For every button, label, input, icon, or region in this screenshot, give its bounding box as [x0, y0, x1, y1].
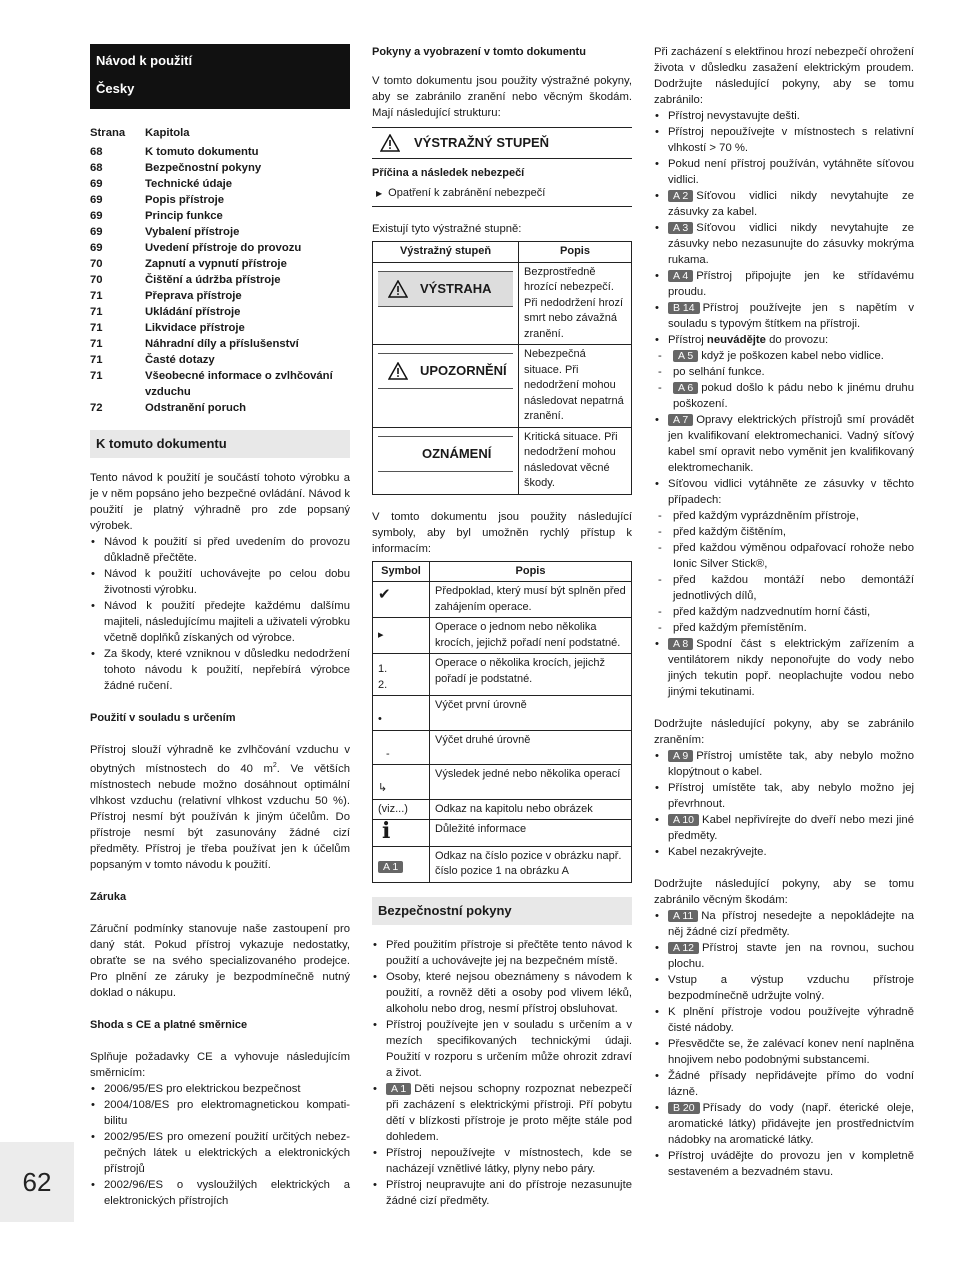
safety-text: Osoby, které nejsou obeznámeny s návodem k použití, a rovněž děti a osoby pod vlivem léků, alkoholu nebo drog, nesmí přístroj obsluhovat.: [386, 970, 632, 1015]
safety-text: Děti nejsou schopny rozpoznat nebezpečí při zacházení s elektrickými přístroji. Pří pobytu dětí v blízkosti přístroje je proto mějte stále pod dohledem.: [386, 1082, 632, 1143]
immersion-list: [654, 636, 914, 700]
electric-text: Přístroj používejte jen s napětím v souladu s typovým štítkem na přístroji.: [668, 302, 914, 330]
symbol-glyph: (viz...): [378, 802, 408, 815]
repair-item: [654, 412, 914, 476]
damage-item: [654, 1100, 914, 1148]
toc-title: Čištění a údržba přístroje: [145, 274, 281, 286]
no-operation-item: [654, 380, 914, 412]
damage-text: Přístroj uvádějte do provozu jen v kompletně sestaveném a bezvadném stavu.: [668, 1150, 914, 1178]
damage-text: Žádné přísady nepřidávejte přímo do vodní lázně.: [668, 1070, 914, 1098]
symbol-desc-cell: Odkaz na kapitolu nebo obrázek: [430, 799, 632, 820]
damage-item: [654, 940, 914, 972]
toc-title: Vybalení přístroje: [145, 226, 240, 238]
symbols-row: [373, 618, 632, 654]
warning-cause: Příčina a následek nebezpečí: [372, 167, 525, 179]
toc-row: [90, 192, 350, 208]
figure-ref-badge: A 8: [668, 638, 693, 650]
symbol-glyph: -: [386, 747, 390, 760]
safety-item: [372, 1177, 632, 1209]
level-badge: [378, 436, 513, 472]
safety-item: [372, 969, 632, 1017]
symbol-glyph: ▸: [378, 629, 384, 641]
warning-structure-header: [372, 127, 632, 159]
symbols-row: [373, 730, 632, 765]
toc-page: 68: [90, 146, 103, 158]
safety-item: [372, 1145, 632, 1177]
symbol-glyph: i: [382, 818, 391, 844]
figure-ref-badge: A 12: [668, 942, 699, 954]
no-operation-item: [654, 364, 914, 380]
injury-item: [654, 780, 914, 812]
repair-item: [654, 476, 914, 508]
symbol-desc-cell: Výčet druhé úrovně: [430, 730, 632, 765]
unplug-dash-list: [654, 508, 914, 636]
symbol-cell: [373, 696, 430, 731]
levels-intro: Existují tyto výstražné stupně:: [372, 223, 522, 235]
toc-header-page: Strana: [90, 127, 126, 139]
safety-text: Přístroj neupravujte ani do přístroje nezasunujte žádné cizí předměty.: [386, 1178, 632, 1207]
list-item: • 2006/95/ES pro elektrickou bezpečnost: [90, 1081, 350, 1097]
toc-row: [90, 304, 350, 320]
toc-title: Všeobecné informace o zvlhčování vzduchu: [145, 370, 333, 398]
column-left: [90, 44, 350, 1209]
toc-title: Likvidace přístroje: [145, 322, 245, 334]
nouse-post: do provozu:: [765, 334, 829, 346]
figure-ref-badge: A 5: [673, 350, 698, 362]
toc-header-chapter: Kapitola: [145, 127, 190, 139]
electric-item: [654, 108, 914, 124]
symbol-cell: [373, 799, 430, 820]
symbol-cell: [373, 618, 430, 654]
symbol-desc-cell: Operace o jednom nebo několika krocích, jejichž pořadí není podstatné.: [430, 618, 632, 654]
nouse-bold: neuvádějte: [706, 334, 766, 346]
language-title: Česky: [96, 81, 135, 96]
damage-item: [654, 908, 914, 940]
about-list: [90, 534, 350, 694]
warning-triangle-icon: [380, 134, 400, 152]
symbol-desc-cell: Výčet první úrovně: [430, 696, 632, 731]
safety-text: Přístroj nepoužívejte v místnostech, kde se nacházejí vznětlivé látky, plyny nebo páry.: [386, 1146, 632, 1175]
intended-text-a: Přístroj slouží výhradně ke zvlhčování vzduchu v obytných místnostech do 40 m: [90, 744, 350, 775]
levels-level-cell: [373, 427, 519, 494]
toc-title: Uvedení přístroje do provozu: [145, 242, 302, 254]
symbols-table: [372, 561, 632, 883]
symbols-row: [373, 846, 632, 882]
intended-use-title: Použití v souladu s určením: [90, 712, 236, 724]
list-item: - před každým vyprázdněním přístroje,: [654, 508, 914, 524]
list-item: • Návod k použití uchovávejte po celou dobu životnosti výrobku.: [90, 566, 350, 598]
electric-list: [654, 108, 914, 332]
list-item: - před každým čištěním,: [654, 524, 914, 540]
toc-row: [90, 240, 350, 256]
toc-title: Ukládání přístroje: [145, 306, 241, 318]
list-item: - před každým nadzvednutím horní části,: [654, 604, 914, 620]
repair-text: Opravy elektrických přístrojů smí provádět jen kvalifikovaní elektromechanici. Vadný síťový kabel smí opravit nebo vyměnit jen kvalifikovaný elektromechanik.: [668, 414, 914, 474]
electric-item: [654, 188, 914, 220]
levels-col-level: Výstražný stupeň: [373, 242, 519, 263]
figure-ref-badge: A 10: [668, 814, 699, 826]
electric-text: Pokud není přístroj používán, vytáhněte síťovou vidlici.: [668, 158, 914, 186]
symbol-glyph: ↳: [378, 782, 388, 794]
symbol-cell: [373, 846, 430, 882]
no-operation-list: [654, 332, 914, 348]
level-name: VÝSTRAHA: [420, 280, 492, 296]
language-header: [90, 44, 350, 109]
toc-row: [90, 288, 350, 304]
toc-page: 70: [90, 258, 103, 270]
damage-item: [654, 1036, 914, 1068]
symbol-desc-cell: Odkaz na číslo pozice v obrázku např. číslo pozice 1 na obrázku A: [430, 846, 632, 882]
figure-ref-badge: A 4: [668, 270, 693, 282]
no-operation-text: po selhání funkce.: [673, 366, 765, 378]
levels-row: [373, 427, 632, 494]
symbol-cell: [373, 765, 430, 800]
warning-triangle-icon: [388, 362, 408, 380]
toc-page: 70: [90, 274, 103, 286]
symbols-row: [373, 799, 632, 820]
toc-page: 69: [90, 178, 103, 190]
immersion-item: [654, 636, 914, 700]
levels-level-cell: [373, 262, 519, 345]
electric-item: [654, 300, 914, 332]
electric-text: Přístroj připojujte jen ke střídavému proudu.: [668, 270, 914, 298]
levels-desc-cell: Kritická situace. Při nedodržení mohou následovat věcné škody.: [519, 427, 632, 494]
toc-page: 71: [90, 306, 103, 318]
symbol-desc-cell: Důležité informace: [430, 820, 632, 847]
toc-title: Přeprava přístroje: [145, 290, 242, 302]
injury-text: Přístroj umístěte tak, aby nebylo možno klopýtnout o kabel.: [668, 750, 914, 778]
warning-triangle-icon: [388, 280, 408, 298]
toc-row: [90, 368, 350, 400]
figure-ref-badge: A 11: [668, 910, 698, 922]
electric-text: Síťovou vidlici nikdy nevytahujte ze zásuvky nebo nezasunujte do zásuvky mokrýma rukama.: [668, 222, 914, 266]
symbol-glyph: •: [378, 713, 382, 725]
safety-list: [372, 937, 632, 1209]
symbol-cell: [373, 582, 430, 618]
symbol-cell: [373, 730, 430, 765]
no-operation-item: [654, 348, 914, 364]
injury-item: [654, 844, 914, 860]
toc-header: [90, 125, 350, 141]
page-number: 62: [0, 1142, 74, 1222]
electric-item: [654, 220, 914, 268]
damage-item: [654, 1148, 914, 1180]
toc-row: [90, 176, 350, 192]
symbols-intro: V tomto dokumentu jsou použity následující symboly, aby byl umožněn rychlý přístup k informacím:: [372, 510, 632, 555]
levels-row: [373, 345, 632, 428]
toc-row: [90, 208, 350, 224]
figure-ref-badge: A 1: [386, 1083, 411, 1095]
list-item: • 2002/96/ES o vysloužilých elektrických a elektronických přístrojích: [90, 1177, 350, 1209]
list-item: - před každou montáží nebo demontáží jednotlivých dílů,: [654, 572, 914, 604]
toc-page: 69: [90, 242, 103, 254]
toc-title: Odstranění poruch: [145, 402, 247, 414]
list-item: • 2004/108/ES pro elektromagnetickou kompati-bilitu: [90, 1097, 350, 1129]
warning-measure: [372, 185, 632, 207]
symbol-desc-cell: Výsledek jedné nebo několika operací: [430, 765, 632, 800]
symbol-desc-cell: Předpoklad, který musí být splněn před zahájením operace.: [430, 582, 632, 618]
notes-intro: V tomto dokumentu jsou použity výstražné pokyny, aby se zabránilo zranění nebo věcným škodám. Mají následující strukturu:: [372, 75, 632, 119]
electric-item: [654, 124, 914, 156]
toc-row: [90, 224, 350, 240]
symbols-row: [373, 654, 632, 696]
symbol-glyph: ✔: [378, 586, 391, 603]
figure-ref-badge: A 9: [668, 750, 693, 762]
toc-page: 71: [90, 370, 103, 382]
damage-intro: Dodržujte následující pokyny, aby se tomu zabránilo věcným škodám:: [654, 878, 914, 906]
list-item: • Za škody, které vzniknou v důsledku nedodržení tohoto návodu k použití, nepřebírá výrobce žádné ručení.: [90, 646, 350, 694]
no-operation-text: když je poškozen kabel nebo vidlice.: [701, 350, 884, 362]
symbols-col-desc: Popis: [430, 561, 632, 582]
toc-title: K tomuto dokumentu: [145, 146, 259, 158]
symbols-row: [373, 765, 632, 800]
warranty-text: Záruční podmínky stanovuje naše zastoupení pro daný stát. Pokud přístroj vykazuje nedostatky, obraťte se na svého specializovaného prodejce. Pro plnění ze záruky je bezpodmínečně nutný doklad o nákupu.: [90, 922, 350, 999]
manual-title: Návod k použití: [96, 53, 193, 68]
toc-row: [90, 336, 350, 352]
intended-sup: 2: [272, 762, 277, 769]
electric-intro: Při zacházení s elektřinou hrozí nebezpečí ohrožení života v důsledku zasažení elektrickým proudem. Dodržujte následující pokyny, aby se tomu zabránilo:: [654, 46, 914, 106]
step-arrow-icon: ▶: [376, 189, 383, 198]
list-item: • 2002/95/ES pro omezení použití určitých nebez-pečných látek u elektrických a elektronických přístrojů: [90, 1129, 350, 1177]
symbol-glyph: 1. 2.: [378, 663, 388, 691]
column-right: [654, 44, 914, 1180]
toc-row: [90, 256, 350, 272]
toc-page: 71: [90, 290, 103, 302]
symbols-col-symbol: Symbol: [373, 561, 430, 582]
section-safety-heading: Bezpečnostní pokyny: [372, 897, 632, 925]
level-badge: [378, 271, 513, 307]
injury-text: Kabel nezakrývejte.: [668, 846, 767, 858]
level-badge: [378, 353, 513, 389]
toc-title: Časté dotazy: [145, 354, 215, 366]
list-item: - před každou výměnou odpařovací rohože nebo Ionic Silver Stick®,: [654, 540, 914, 572]
list-item: - před každým přemístěním.: [654, 620, 914, 636]
toc-page: 71: [90, 338, 103, 350]
no-operation-text: pokud došlo k pádu nebo k jinému druhu poškození.: [673, 382, 914, 410]
toc-title: Bezpečnostní pokyny: [145, 162, 262, 174]
damage-item: [654, 972, 914, 1004]
figure-ref-badge: A 7: [668, 414, 693, 426]
warning-measure-text: Opatření k zabránění nebezpečí: [388, 187, 546, 199]
toc-page: 71: [90, 322, 103, 334]
section-about-heading: K tomuto dokumentu: [90, 430, 350, 458]
damage-text: Vstup a výstup vzduchu přístroje bezpodmínečně udržujte volný.: [668, 974, 914, 1002]
toc-title: Zapnutí a vypnutí přístroje: [145, 258, 287, 270]
safety-item: [372, 937, 632, 969]
list-item: • Návod k použití předejte každému dalšímu majiteli, následujícímu majiteli a uživateli výrobku včetně doplňků získaných od výrobce.: [90, 598, 350, 646]
symbol-glyph: A 1: [378, 861, 403, 873]
no-operation-dash-list: [654, 348, 914, 412]
figure-ref-badge: A 6: [673, 382, 698, 394]
injury-item: [654, 748, 914, 780]
damage-text: Přesvědčte se, že zalévací konev není naplněna hnojivem nebo podobnými substancemi.: [668, 1038, 914, 1066]
injury-list: [654, 748, 914, 860]
injury-intro: Dodržujte následující pokyny, aby se zabránilo zraněním:: [654, 718, 914, 746]
damage-text: K plnění přístroje vodou používejte výhradně čisté nádoby.: [668, 1006, 914, 1034]
intended-text-b: . Ve větších místnostech nebude možno dosáhnout optimální vlhkost vzduchu (relativní vlhkost vzduchu 50 %). Přístroj nesmí být používán k jiným účelům. Do přístroje nesmí být zasunovány žádné cizí předměty. Přístroj je třeba používat jen k účelům popsaným v tomto návodu k použití.: [90, 762, 351, 871]
damage-text: Přístroj stavte jen na rovnou, suchou plochu.: [668, 942, 914, 970]
electric-text: Síťovou vidlici nikdy nevytahujte ze zásuvky za kabel.: [668, 190, 914, 218]
symbols-row: [373, 582, 632, 618]
symbol-cell: [373, 820, 430, 847]
toc-page: 69: [90, 210, 103, 222]
safety-item: [372, 1017, 632, 1081]
warranty-title: Záruka: [90, 890, 127, 903]
warning-level-label: VÝSTRAŽNÝ STUPEŇ: [414, 135, 550, 150]
about-intro: Tento návod k použití je součástí tohoto výrobku a je v něm popsáno jeho bezpečné ovládání. Návod k použití je platný výhradně pro zde popsaný výrobek.: [90, 472, 350, 532]
damage-text: Na přístroj nesedejte a nepokládejte na něj žádné cizí předměty.: [668, 910, 914, 938]
safety-text: Přístroj používejte jen v souladu s určením a v mezích specifikovaných technickými údaji. Použití v rozporu s určením může ohrozit zdraví a život.: [386, 1018, 632, 1079]
levels-col-desc: Popis: [519, 242, 632, 263]
levels-desc-cell: Nebezpečná situace. Při nedodržení mohou následovat nepatrná zranění.: [519, 345, 632, 428]
injury-text: Přístroj umístěte tak, aby nebylo možno jej převrhnout.: [668, 782, 914, 810]
ce-intro: Splňuje požadavky CE a vyhovuje následujícím směrnicím:: [90, 1050, 350, 1079]
toc-title: Technické údaje: [145, 178, 233, 190]
figure-ref-badge: B 14: [668, 302, 700, 314]
levels-row: [373, 262, 632, 345]
ce-list: [90, 1081, 350, 1209]
safety-item: [372, 1081, 632, 1145]
safety-text: Před použitím přístroje si přečtěte tento návod k použití a uchovávejte jej na bezpečném místě.: [386, 938, 632, 967]
toc-title: Princip funkce: [145, 210, 223, 222]
toc-title: Popis přístroje: [145, 194, 225, 206]
table-of-contents: [90, 125, 350, 416]
toc-page: 72: [90, 402, 103, 414]
damage-item: [654, 1068, 914, 1100]
toc-row: [90, 320, 350, 336]
toc-row: [90, 272, 350, 288]
toc-page: 68: [90, 162, 103, 174]
column-middle: [372, 44, 632, 1209]
repair-list: [654, 412, 914, 508]
nouse-pre: Přístroj: [668, 334, 707, 346]
no-operation-item: [654, 332, 914, 348]
damage-text: Přísady do vody (např. éterické oleje, aromatické látky) přidávejte jen prostřednictvím nádobky na aromatické látky.: [668, 1102, 914, 1146]
electric-item: [654, 156, 914, 188]
ce-title: Shoda s CE a platné směrnice: [90, 1018, 248, 1031]
symbols-row: [373, 696, 632, 731]
figure-ref-badge: B 20: [668, 1102, 700, 1114]
symbol-cell: [373, 654, 430, 696]
electric-item: [654, 268, 914, 300]
immersion-text: Spodní část s elektrickým zařízením a ventilátorem nikdy neponořujte do vody nebo jiných tekutin popř. neoplachujte vodou nebo jinými tekutinami.: [668, 638, 914, 698]
damage-list: [654, 908, 914, 1180]
list-item: • Návod k použití si před uvedením do provozu důkladně přečtěte.: [90, 534, 350, 566]
electric-text: Přístroj nepoužívejte v místnostech s relativní vlhkostí > 70 %.: [668, 126, 914, 154]
toc-page: 69: [90, 226, 103, 238]
injury-item: [654, 812, 914, 844]
damage-item: [654, 1004, 914, 1036]
notes-title: Pokyny a vyobrazení v tomto dokumentu: [372, 46, 586, 58]
symbol-desc-cell: Operace o několika krocích, jejichž pořadí je podstatné.: [430, 654, 632, 696]
figure-ref-badge: A 2: [668, 190, 693, 202]
toc-title: Náhradní díly a příslušenství: [145, 338, 299, 350]
toc-row: [90, 144, 350, 160]
levels-level-cell: [373, 345, 519, 428]
figure-ref-badge: A 3: [668, 222, 693, 234]
symbols-row: [373, 820, 632, 847]
repair-text: Síťovou vidlici vytáhněte ze zásuvky v těchto případech:: [668, 478, 914, 506]
levels-desc-cell: Bezprostředně hrozící nebezpečí. Při nedodržení hrozí smrt nebo závažná zranění.: [519, 262, 632, 345]
injury-text: Kabel nepřivírejte do dveří nebo mezi jiné předměty.: [668, 814, 914, 842]
warning-levels-table: [372, 241, 632, 495]
level-name: UPOZORNĚNÍ: [420, 363, 507, 379]
electric-text: Přístroj nevystavujte dešti.: [668, 110, 800, 122]
toc-row: [90, 400, 350, 416]
toc-page: 69: [90, 194, 103, 206]
toc-page: 71: [90, 354, 103, 366]
toc-row: [90, 352, 350, 368]
level-name: OZNÁMENÍ: [422, 445, 492, 461]
intended-use-text: [90, 742, 350, 873]
toc-row: [90, 160, 350, 176]
